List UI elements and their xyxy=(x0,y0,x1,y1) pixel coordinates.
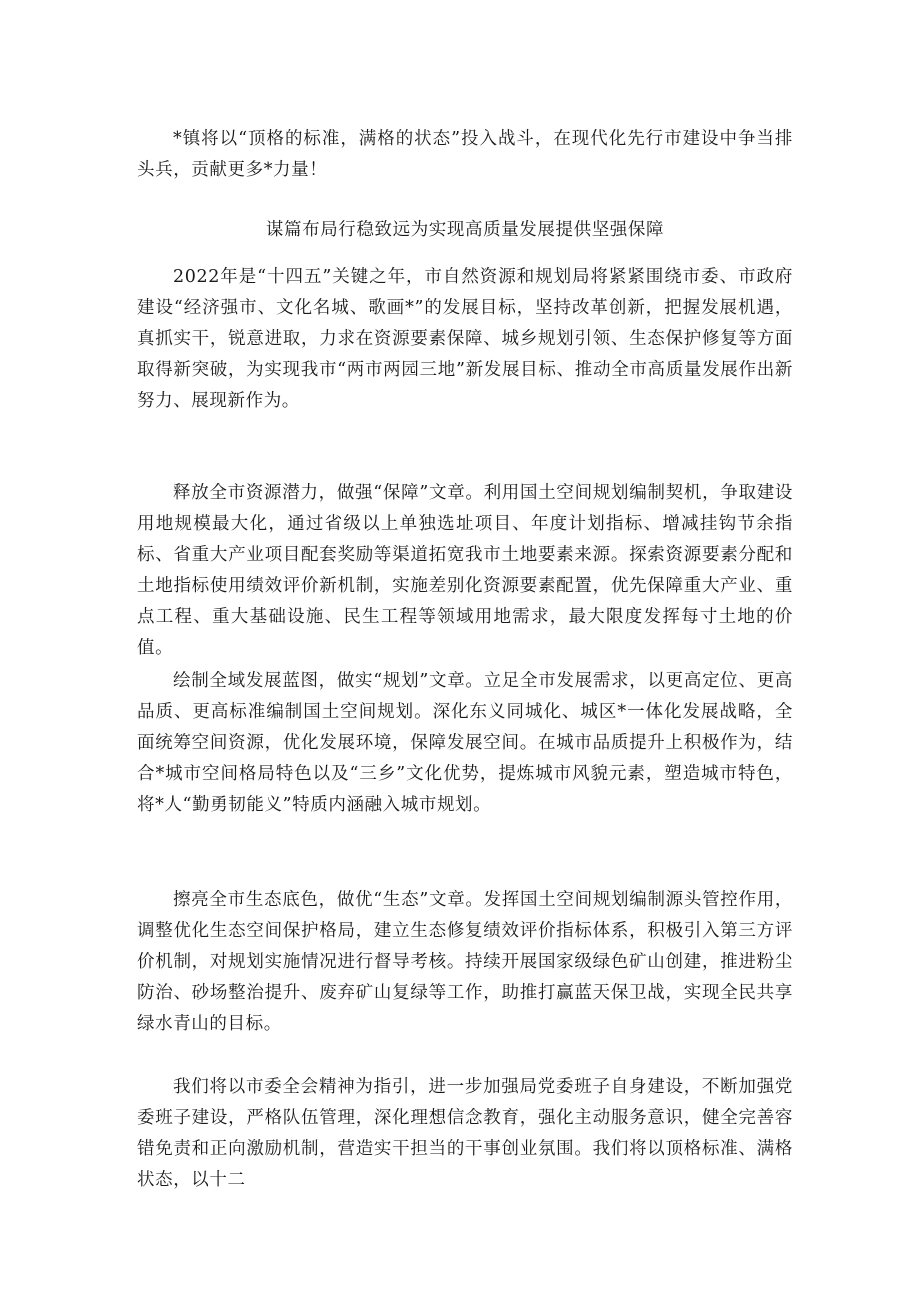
paragraph-planning: 绘制全域发展蓝图，做实“规划”文章。立足全市发展需求，以更高定位、更高品质、更高标准编制国土空间规划。深化东义同城化、城区*一体化发展战略，全面统筹空间资源，优化发展环境，保障发展空间。在城市品质提升上积极作为，结合*城市空间格局特色以及“三乡”文化优势，提炼城市风貌元素，塑造城市特色，将*人“勤勇韧能义”特质内涵融入城市规划。 xyxy=(137,671,793,815)
paragraph-guarantee: 释放全市资源潜力，做强“保障”文章。利用国土空间规划编制契机，争取建设用地规模最大化，通过省级以上单独选址项目、年度计划指标、增减挂钩节余指标、省重大产业项目配套奖励等渠道拓宽我市土地要素来源。探索资源要素分配和土地指标使用绩效评价新机制，实施差别化资源要素配置，优先保障重大产业、重点工程、重大基础设施、民生工程等领域用地需求，最大限度发挥每寸土地的价值。 xyxy=(137,483,793,658)
section-title: 谋篇布局行稳致远为实现高质量发展提供坚强保障 xyxy=(265,220,665,240)
intro-paragraph: *镇将以“顶格的标准，满格的状态”投入战斗，在现代化先行市建设中争当排头兵，贡献更多*力量！ xyxy=(137,129,793,180)
paragraph-ecology: 擦亮全市生态底色，做优“生态”文章。发挥国土空间规划编制源头管控作用，调整优化生态空间保护格局，建立生态修复绩效评价指标体系，积极引入第三方评价机制，对规划实施情况进行督导考核。持续开展国家级绿色矿山创建，推进粉尘防治、砂场整治提升、废弃矿山复绿等工作，助推打赢蓝天保卫战，实现全民共享绿水青山的目标。 xyxy=(137,890,793,1034)
paragraph-overview: 2022年是“十四五”关键之年，市自然资源和规划局将紧紧围绕市委、市政府建设“经济强市、文化名城、歌画*”的发展目标，坚持改革创新，把握发展机遇，真抓实干，锐意进取，力求在资源要素保障、城乡规划引领、生态保护修复等方面取得新突破，为实现我市“两市两园三地”新发展目标、推动全市高质量发展作出新努力、展现新作为。 xyxy=(137,267,793,411)
paragraph-closing: 我们将以市委全会精神为指引，进一步加强局党委班子自身建设，不断加强党委班子建设，严格队伍管理，深化理想信念教育，强化主动服务意识，健全完善容错免责和正向激励机制，营造实干担当的干事创业氛围。我们将以顶格标准、满格状态，以十二 xyxy=(137,1077,793,1190)
